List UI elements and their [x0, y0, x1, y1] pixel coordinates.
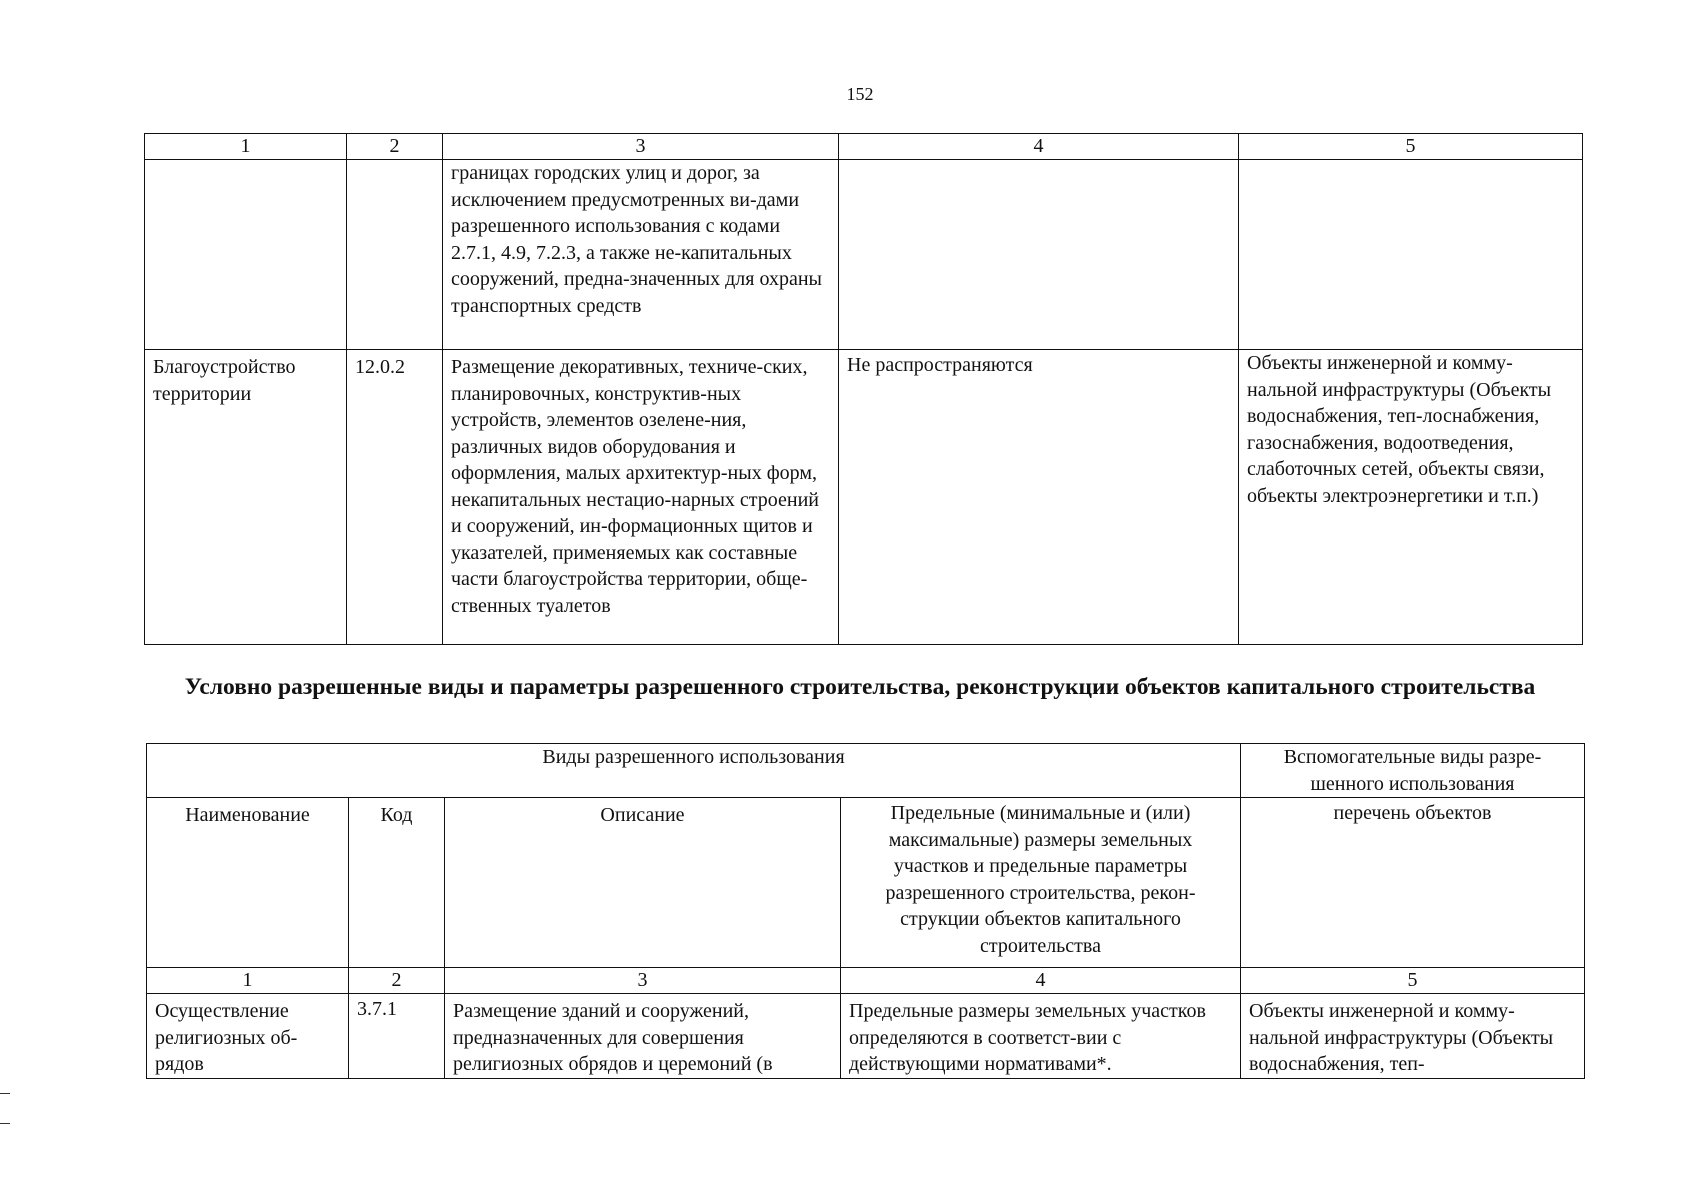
code-cell	[347, 160, 443, 350]
column-number: 2	[347, 134, 443, 160]
header-code: Код	[349, 798, 445, 968]
limits-cell: Не распространяются	[839, 350, 1239, 645]
table-row	[145, 160, 1583, 350]
name-cell: Благоустройство территории	[145, 350, 347, 645]
description-cell: границах городских улиц и дорог, за исключением предусмотренных ви-дами разрешенного использования с кодами 2.7.1, 4.9, 7.2.3, а также не-капитальных сооружений, предна-значенных для охраны транспортных средств	[443, 160, 839, 350]
name-cell: Осуществление религиозных об-рядов	[147, 994, 349, 1079]
auxiliary-cell: Объекты инженерной и комму-нальной инфраструктуры (Объекты водоснабжения, теп-	[1241, 994, 1585, 1079]
description-cell: Размещение декоративных, техниче-ских, планировочных, конструктив-ных устройств, элементов озелене-ния, различных видов оборудования и оформления, малых архитектур-ных форм, некапитальных нестацио-нарных строений и сооружений, ин-формационных щитов и указателей, применяемых как составные части благоустройства территории, обще-ственных туалетов	[443, 350, 839, 645]
margin-mark	[0, 1123, 10, 1124]
limits-cell: Предельные размеры земельных участков определяются в соответст-вии с действующими нормативами*.	[841, 994, 1241, 1079]
limits-cell	[839, 160, 1239, 350]
code-cell: 12.0.2	[347, 350, 443, 645]
margin-mark	[0, 1093, 10, 1094]
group-header-aux: Вспомогательные виды разре-шенного использования	[1241, 744, 1585, 798]
code-cell: 3.7.1	[349, 994, 445, 1079]
section-title: Условно разрешенные виды и параметры разрешенного строительства, реконструкции объектов капитального строительства	[184, 674, 1536, 700]
header-row	[147, 798, 1585, 968]
column-number: 1	[147, 968, 349, 994]
column-number: 5	[1239, 134, 1583, 160]
column-number: 4	[839, 134, 1239, 160]
auxiliary-cell: Объекты инженерной и комму-нальной инфраструктуры (Объекты водоснабжения, теп-лоснабжения, газоснабжения, водоотведения, слаботочных сетей, объекты связи, объекты электроэнергетики и т.п.)	[1239, 350, 1583, 645]
column-number-row	[147, 968, 1585, 994]
header-limits: Предельные (минимальные и (или) максимальные) размеры земельных участков и предельные параметры разрешенного строительства, рекон-струкции объектов капитального строительства	[841, 798, 1241, 968]
group-header-row	[147, 744, 1585, 798]
conditional-land-use-table	[146, 743, 1585, 1079]
column-number: 5	[1241, 968, 1585, 994]
header-description: Описание	[445, 798, 841, 968]
column-number: 4	[841, 968, 1241, 994]
auxiliary-cell	[1239, 160, 1583, 350]
column-number-row	[145, 134, 1583, 160]
description-cell: Размещение зданий и сооружений, предназначенных для совершения религиозных обрядов и церемоний (в	[445, 994, 841, 1079]
table-row	[145, 350, 1583, 645]
header-name: Наименование	[147, 798, 349, 968]
column-number: 3	[443, 134, 839, 160]
page-number: 152	[846, 84, 874, 104]
land-use-table-continued	[144, 133, 1583, 645]
group-header-main: Виды разрешенного использования	[147, 744, 1241, 798]
name-cell	[145, 160, 347, 350]
header-auxiliary: перечень объектов	[1241, 798, 1585, 968]
table-row	[147, 994, 1585, 1079]
column-number: 2	[349, 968, 445, 994]
column-number: 3	[445, 968, 841, 994]
column-number: 1	[145, 134, 347, 160]
